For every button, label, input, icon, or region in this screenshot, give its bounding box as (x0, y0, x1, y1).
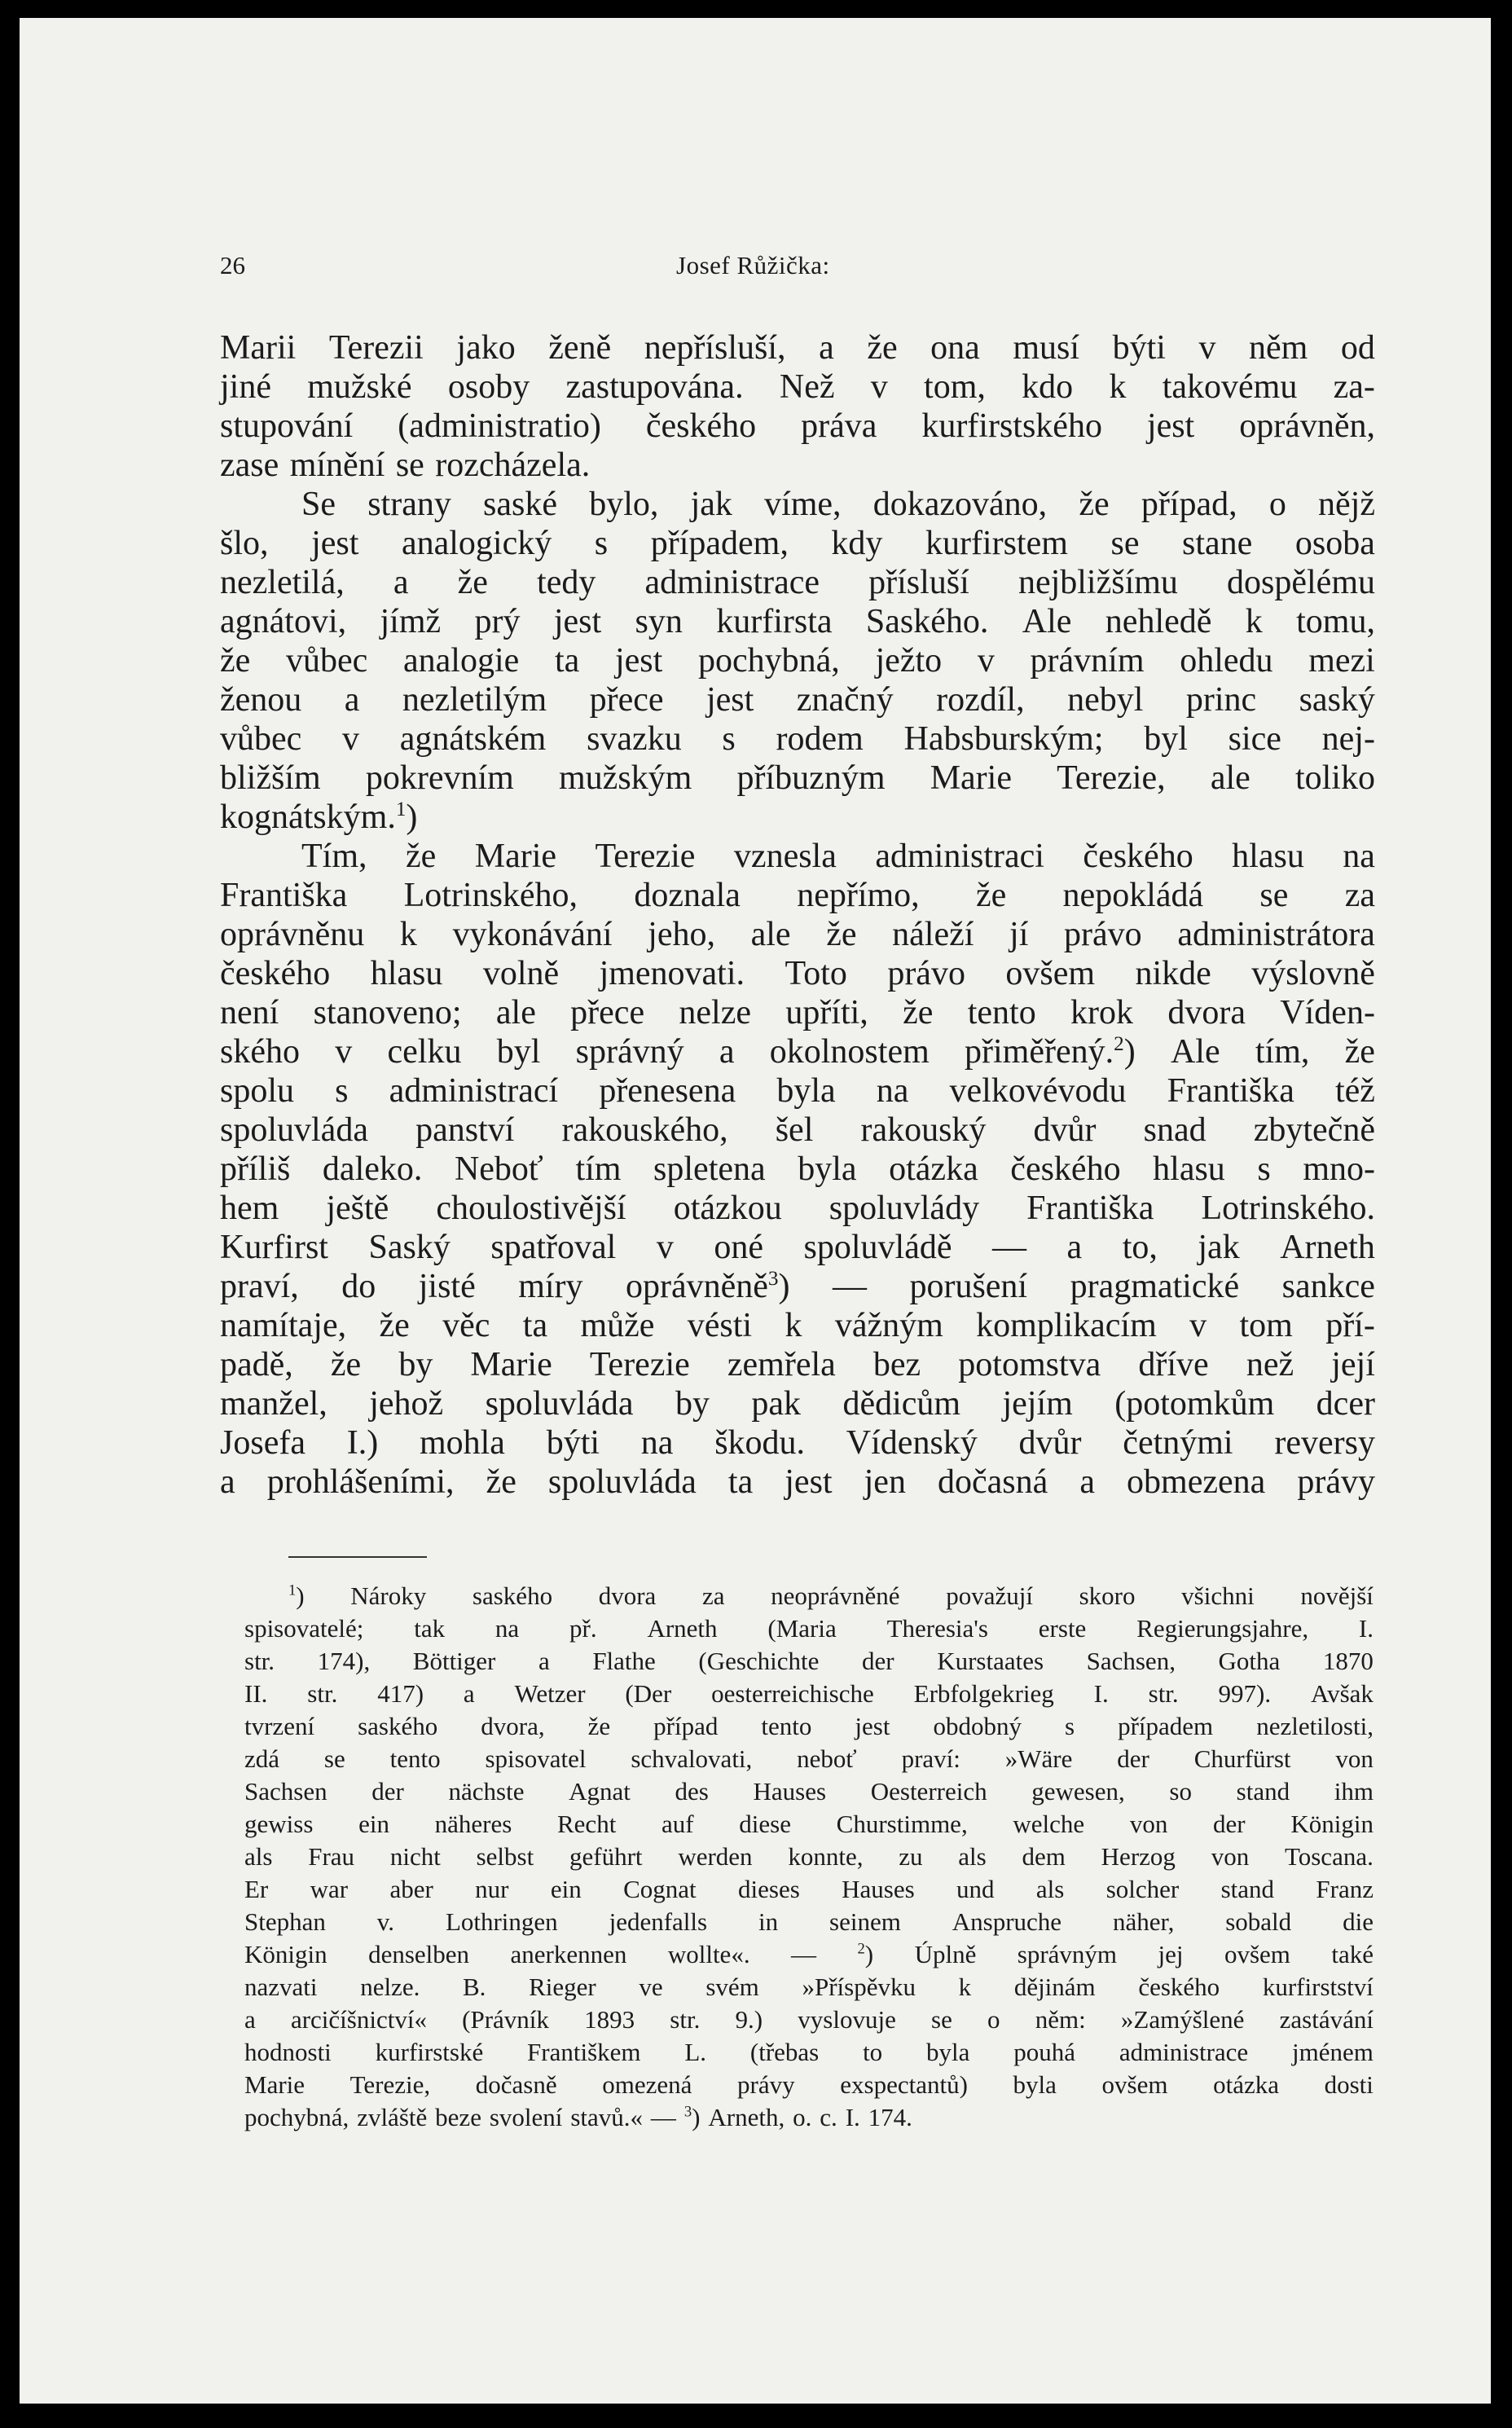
footnote-line: $^1$) Nároky saského dvora za neoprávněné považují skoro všichni novější (288, 1581, 1374, 1610)
footnote-line: als Frau nicht selbst geführt werden konnte, zu als dem Herzog von Toscana. (244, 1842, 1374, 1871)
footnote-line: pochybná, zvláště beze svolení stavů.« — $^3$) Arneth, o. c. I. 174. (244, 2103, 912, 2131)
text-line: nezletilá, a že tedy administrace přísluší nejbližšímu dospělému (220, 564, 1375, 601)
text-line: Josefa I.) mohla býti na škodu. Vídenský dvůr četnými reversy (220, 1424, 1375, 1462)
footnote-line: Königin denselben anerkennen wollte«. — $^2$) Úplně správným jej ovšem také (244, 1940, 1374, 1968)
text-line: Františka Lotrinského, doznala nepřímo, že nepokládá se za (220, 877, 1375, 914)
text-line: spolu s administrací přenesena byla na velkovévodu Františka též (220, 1072, 1375, 1110)
text-line: Marii Terezii jako ženě nepřísluší, a že ona musí býti v něm od (220, 329, 1375, 367)
footnote-line: spisovatelé; tak na př. Arneth (Maria Theresia's erste Regierungsjahre, I. (244, 1614, 1374, 1643)
text-line: kognátským.$^1$) (220, 798, 418, 836)
footnote-line: str. 174), Böttiger a Flathe (Geschichte der Kurstaates Sachsen, Gotha 1870 (244, 1647, 1374, 1675)
text-line: a prohlášeními, že spoluvláda ta jest jen dočasná a obmezena právy (220, 1463, 1375, 1501)
text-line: hem ještě choulostivější otázkou spoluvlády Františka Lotrinského. (220, 1190, 1375, 1227)
text-line: není stanoveno; ale přece nelze upříti, že tento krok dvora Víden- (220, 994, 1375, 1031)
footnote-divider (288, 1556, 427, 1558)
text-line: vůbec v agnátském svazku s rodem Habsburským; byl sice nej- (220, 720, 1375, 758)
text-line: padě, že by Marie Terezie zemřela bez potomstva dříve než její (220, 1346, 1375, 1383)
footnote-line: zdá se tento spisovatel schvalovati, neboť praví: »Wäre der Churfürst von (244, 1744, 1374, 1773)
text-line: namítaje, že věc ta může vésti k vážným komplikacím v tom pří- (220, 1307, 1375, 1344)
text-line: praví, do jisté míry oprávněně$^3$) — porušení pragmatické sankce (220, 1268, 1375, 1305)
book-page (20, 18, 1491, 2404)
text-line: bližším pokrevním mužským příbuzným Marie Terezie, ale toliko (220, 759, 1375, 797)
text-line: oprávněnu k vykonávání jeho, ale že náleží jí právo administrátora (220, 916, 1375, 953)
text-line: spoluvláda panství rakouského, šel rakouský dvůr snad zbytečně (220, 1111, 1375, 1149)
text-line: že vůbec analogie ta jest pochybná, ježto v právním ohledu mezi (220, 642, 1375, 680)
text-line: českého hlasu volně jmenovati. Toto právo ovšem nikde výslovně (220, 955, 1375, 992)
footnote-line: hodnosti kurfirstské Františkem L. (třebas to byla pouhá administrace jménem (244, 2038, 1374, 2066)
text-line: ského v celku byl správný a okolnostem přiměřený.$^2$) Ale tím, že (220, 1033, 1375, 1071)
footnotes (244, 1580, 1374, 2134)
text-line: zase mínění se rozcházela. (220, 446, 591, 484)
footnote-line: nazvati nelze. B. Rieger ve svém »Příspěvku k dějinám českého kurfirstství (244, 1973, 1374, 2001)
text-line: ženou a nezletilým přece jest značný rozdíl, nebyl princ saský (220, 681, 1375, 719)
footnote-line: Stephan v. Lothringen jedenfalls in seinem Anspruche näher, sobald die (244, 1907, 1374, 1936)
footnote-line: Marie Terezie, dočasně omezená právy exspectantů) byla ovšem otázka dosti (244, 2070, 1374, 2099)
text-line: šlo, jest analogický s případem, kdy kurfirstem se stane osoba (220, 525, 1375, 562)
footnote-line: tvrzení saského dvora, že případ tento jest obdobný s případem nezletilosti, (244, 1712, 1374, 1740)
running-head: Josef Růžička: (676, 251, 830, 279)
page-number: 26 (220, 251, 245, 279)
footnote-line: a arcičíšnictví« (Právník 1893 str. 9.) vyslovuje se o něm: »Zamýšlené zastávání (244, 2005, 1374, 2034)
text-line: Kurfirst Saský spatřoval v oné spoluvládě — a to, jak Arneth (220, 1229, 1375, 1266)
footnote-line: Er war aber nur ein Cognat dieses Hauses und als solcher stand Franz (244, 1875, 1374, 1903)
text-line: Se strany saské bylo, jak víme, dokazováno, že případ, o nějž (301, 486, 1375, 523)
footnote-line: Sachsen der nächste Agnat des Hauses Oesterreich gewesen, so stand ihm (244, 1777, 1374, 1806)
text-line: stupování (administratio) českého práva kurfirstského jest oprávněn, (220, 407, 1375, 445)
text-line: jiné mužské osoby zastupována. Než v tom, kdo k takovému za- (220, 368, 1375, 406)
footnote-line: gewiss ein näheres Recht auf diese Churstimme, welche von der Königin (244, 1810, 1374, 1838)
text-line: agnátovi, jímž prý jest syn kurfirsta Saského. Ale nehledě k tomu, (220, 603, 1375, 640)
page-header (220, 251, 1375, 287)
footnote-line: II. str. 417) a Wetzer (Der oesterreichische Erbfolgekrieg I. str. 997). Avšak (244, 1679, 1374, 1708)
text-line: Tím, že Marie Terezie vznesla administraci českého hlasu na (301, 838, 1375, 875)
main-text (220, 328, 1375, 1502)
text-line: příliš daleko. Neboť tím spletena byla otázka českého hlasu s mno- (220, 1150, 1375, 1188)
text-line: manžel, jehož spoluvláda by pak dědicům jejím (potomkům dcer (220, 1385, 1375, 1423)
